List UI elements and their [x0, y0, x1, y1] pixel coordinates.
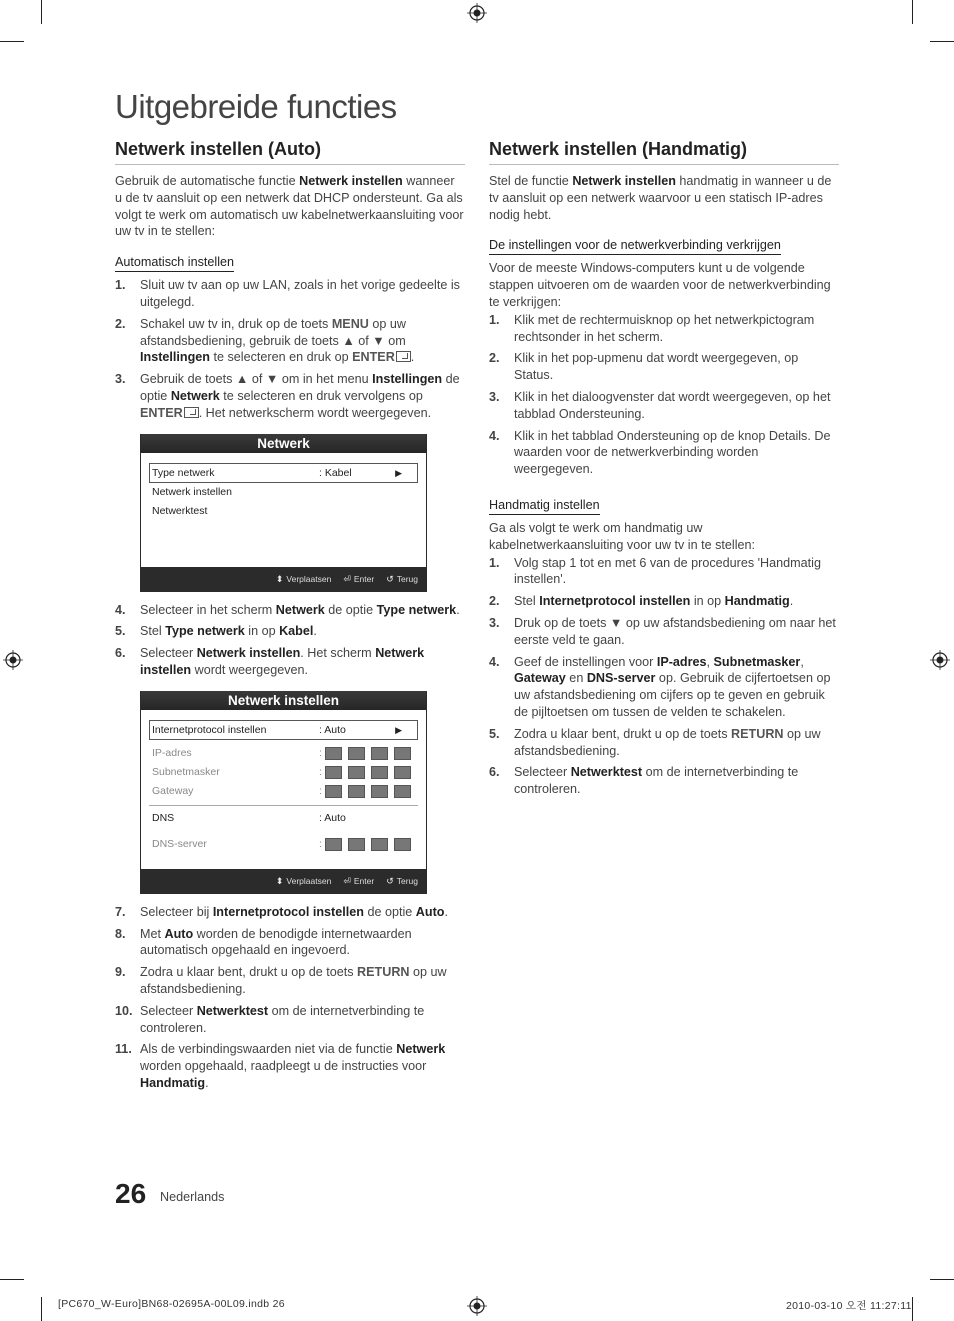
text-run: de optie — [363, 904, 416, 919]
steps-list — [115, 602, 465, 679]
crop-mark — [912, 0, 913, 24]
list-item — [115, 904, 465, 921]
bold-term: Netwerk instellen — [196, 646, 301, 661]
text-run: Klik met de rechtermuisknop op het netwerkpictogram rechtsonder in het scherm. — [514, 312, 815, 344]
footer-hint-enter: ⏎ Enter — [343, 573, 375, 584]
list-item — [115, 602, 465, 619]
footer-hint-enter: ⏎ Enter — [343, 875, 375, 886]
text-run: Selecteer bij — [140, 904, 213, 919]
step-number: 1. — [489, 312, 500, 327]
enter-icon: ⏎ — [343, 875, 351, 886]
bold-term: IP-adres — [656, 654, 707, 669]
list-item — [489, 593, 839, 610]
steps-list — [115, 904, 465, 1092]
text-run: op uw afstandsbediening. — [140, 965, 447, 996]
menu-item-network-setup[interactable] — [141, 483, 426, 502]
text-run: Sluit uw tv aan op uw LAN, zoals in het vorige gedeelte is uitgelegd. — [140, 278, 460, 309]
registration-mark-icon — [467, 1296, 487, 1316]
step-number: 2. — [115, 316, 126, 331]
list-item — [489, 428, 839, 478]
bold-term: Netwerk instellen — [572, 174, 676, 188]
print-slug-file: [PC670_W-Euro]BN68-02695A-00L09.indb 26 — [58, 1298, 285, 1310]
bold-term: Netwerk — [275, 602, 325, 617]
step-number: 3. — [489, 615, 500, 630]
menu-item-dns[interactable]: DNS : Auto — [152, 811, 346, 824]
registration-mark-icon — [467, 3, 487, 23]
text-run: de optie — [324, 602, 377, 617]
bold-term: Netwerk instellen — [299, 174, 403, 188]
step-number: 8. — [115, 926, 126, 941]
crop-mark — [41, 0, 42, 24]
text-run: Schakel uw tv in, druk op de toets — [140, 316, 332, 331]
text-run: Gebruik de toets ▲ of ▼ om in het menu — [140, 372, 373, 387]
step-number: 1. — [115, 278, 126, 293]
page-language: Nederlands — [160, 1190, 225, 1204]
text-run: Stel — [140, 624, 166, 639]
menu-item-label: Netwerktest — [152, 504, 208, 517]
text-run: handmatig in wanneer u de tv aansluit op een netwerk waarvoor u een statisch IP-adres nodig hebt. — [489, 174, 832, 222]
text-run: Als de verbindingswaarden niet via de functie — [140, 1042, 397, 1057]
list-item — [489, 654, 839, 721]
steps-list — [489, 312, 839, 478]
text-run: op. Gebruik de cijfertoetsen op uw afstandsbediening om cijfers op te geven en gebruik de pijltoetsen om tussen de velden te schakelen. — [514, 671, 831, 719]
menu-item-label: Netwerk instellen — [152, 485, 232, 498]
list-item — [489, 555, 839, 589]
ip-octet-boxes — [325, 766, 411, 779]
step-number: 10. — [115, 1003, 133, 1018]
enter-key-icon — [396, 351, 411, 362]
step-number: 1. — [489, 555, 500, 570]
menu-item-label: Type netwerk — [152, 466, 215, 479]
section-title-manual: Netwerk instellen (Handmatig) — [489, 139, 839, 165]
step-number: 11. — [115, 1042, 132, 1057]
step-number: 5. — [115, 624, 126, 639]
menu-item-network-type[interactable] — [149, 463, 418, 483]
text-run: te selecteren en druk op — [209, 350, 353, 365]
text-run: en — [565, 671, 587, 686]
text-run: worden opgehaald, raadpleegt u de instructies voor — [140, 1059, 427, 1074]
list-item — [489, 615, 839, 649]
registration-mark-icon — [930, 650, 950, 670]
footer-hint-return: ↺ Terug — [386, 573, 418, 584]
crop-mark — [41, 1297, 42, 1321]
list-item — [489, 350, 839, 384]
crop-mark — [930, 1279, 954, 1280]
text-run: Zodra u klaar bent, drukt u op de toets — [514, 726, 732, 741]
list-item — [489, 312, 839, 346]
divider — [149, 805, 418, 806]
text-run: . — [313, 624, 317, 639]
remote-key-label: ENTER — [140, 405, 183, 420]
list-item — [115, 371, 465, 421]
menu-item-ip-protocol[interactable] — [149, 720, 418, 740]
text-run: Klik in het tabblad Ondersteuning op de knop Details. De waarden voor de netwerkverbinding worden weergegeven. — [514, 428, 831, 477]
text-run: . Het netwerkscherm wordt weergegeven. — [198, 405, 432, 420]
text-run: . — [444, 904, 448, 919]
list-item — [489, 764, 839, 798]
text-run: Selecteer — [140, 646, 197, 661]
ip-octet-boxes — [325, 838, 411, 851]
text-run: Selecteer — [514, 765, 571, 780]
subheading-manual: Handmatig instellen — [489, 497, 600, 515]
page-number: 26 — [115, 1178, 147, 1209]
bold-term: Handmatig — [724, 594, 790, 609]
text-run: wordt weergegeven. — [191, 662, 309, 677]
step-number: 7. — [115, 904, 126, 919]
text-run: . — [456, 602, 460, 617]
list-item — [115, 316, 465, 366]
text-run: in op — [690, 594, 725, 609]
list-item — [115, 1003, 465, 1037]
menu-item-label: Internetprotocol instellen — [152, 723, 267, 736]
menu-item-value: : Auto — [319, 723, 346, 736]
menu-item-value: : Kabel — [319, 466, 352, 479]
print-slug-date: 2010-03-10 오전 11:27:11 — [786, 1300, 912, 1312]
list-item — [115, 926, 465, 960]
text-run: om de internetverbinding te controleren. — [140, 1003, 425, 1035]
bold-term: Instellingen — [372, 372, 443, 387]
remote-key-label: RETURN — [357, 965, 410, 980]
bold-term: Auto — [164, 926, 194, 941]
arrow-right-icon: ▶ — [395, 467, 402, 478]
field-gateway: Gateway : — [141, 782, 426, 801]
text-run: worden de benodigde internetwaarden automatisch opgehaald en ingevoerd. — [140, 926, 412, 958]
move-icon: ⬍ — [275, 573, 284, 584]
remote-key-label: MENU — [331, 316, 369, 331]
text-run: Stel de functie — [489, 174, 573, 188]
step-number: 3. — [115, 372, 126, 387]
step-number: 4. — [489, 654, 500, 669]
bold-term: Netwerktest — [570, 765, 643, 780]
step-number: 3. — [489, 389, 500, 404]
page-title: Uitgebreide functies — [115, 88, 397, 125]
bold-term: Internetprotocol instellen — [539, 594, 691, 609]
intro-auto — [115, 173, 465, 240]
text-run: Volg stap 1 tot en met 6 van de procedures 'Handmatig instellen'. — [514, 555, 821, 587]
text-run: om de internetverbinding te controleren. — [514, 765, 799, 797]
text-run: . — [410, 350, 415, 365]
arrow-right-icon: ▶ — [395, 724, 402, 735]
step-number: 5. — [489, 726, 500, 741]
footer-hint-return: ↺ Terug — [386, 875, 418, 886]
osd-network-screen — [140, 434, 427, 592]
text-run: Geef de instellingen voor — [514, 654, 657, 669]
step-number: 6. — [115, 646, 126, 661]
bold-term: Kabel — [279, 624, 314, 639]
section-manual — [489, 139, 839, 803]
osd-footer — [141, 567, 426, 592]
osd-menu — [141, 453, 426, 567]
osd-menu — [141, 710, 426, 869]
step-number: 4. — [115, 602, 126, 617]
intro-manual — [489, 173, 839, 223]
crop-mark — [0, 41, 24, 42]
bold-term: Netwerktest — [196, 1003, 269, 1018]
text-run: Stel — [514, 594, 540, 609]
step-number: 9. — [115, 965, 126, 980]
bold-term: Type netwerk — [165, 624, 245, 639]
text-run: Met — [140, 926, 165, 941]
osd-title: Netwerk — [141, 434, 426, 453]
bold-term: Netwerk — [170, 388, 220, 403]
footer-hint-move: ⬍ Verplaatsen — [275, 875, 332, 886]
enter-key-icon — [184, 407, 199, 418]
bold-term: DNS-server — [586, 671, 656, 686]
bold-term: Netwerk instellen — [140, 646, 425, 677]
text-run: Klik in het pop-upmenu dat wordt weergegeven, op Status. — [514, 351, 799, 383]
return-icon: ↺ — [386, 573, 394, 584]
step-number: 2. — [489, 594, 500, 609]
menu-item-network-test[interactable] — [141, 502, 426, 521]
crop-mark — [912, 1297, 913, 1321]
text-run: Druk op de toets ▼ op uw afstandsbediening om naar het eerste veld te gaan. — [514, 615, 836, 647]
steps-list — [489, 555, 839, 798]
text-run: op uw afstandsbediening, gebruik de toets ▲ of ▼ om — [140, 316, 407, 348]
subheading-automatic: Automatisch instellen — [115, 254, 234, 272]
footer-hint-move: ⬍ Verplaatsen — [275, 573, 332, 584]
bold-term: Subnetmasker — [713, 654, 801, 669]
remote-key-label: RETURN — [731, 726, 784, 741]
text-run: Klik in het dialoogvenster dat wordt weergegeven, op het tabblad Ondersteuning. — [514, 389, 831, 421]
osd-footer — [141, 869, 426, 894]
step-number: 6. — [489, 765, 500, 780]
bold-term: Instellingen — [140, 350, 210, 365]
section-auto — [115, 139, 465, 1097]
enter-icon: ⏎ — [343, 573, 351, 584]
bold-term: Internetprotocol instellen — [212, 904, 364, 919]
text-run: wanneer u de tv aansluit op een netwerk dat DHCP ondersteunt. Ga als volgt te werk om automatisch uw kabelnetwerkaansluiting voor uw tv in te stellen: — [115, 174, 464, 239]
return-icon: ↺ — [386, 875, 394, 886]
subheading-get-settings: De instellingen voor de netwerkverbinding verkrijgen — [489, 237, 781, 255]
step-number: 2. — [489, 351, 500, 366]
text-run: Selecteer in het scherm — [140, 602, 276, 617]
text-run: , — [800, 654, 804, 669]
text-run: . — [789, 594, 794, 609]
field-ip-address: IP-adres : — [141, 744, 426, 763]
text-run: Gebruik de automatische functie — [115, 174, 300, 188]
crop-mark — [0, 1279, 24, 1280]
ip-octet-boxes — [325, 785, 411, 798]
get-settings-intro: Voor de meeste Windows-computers kunt u de volgende stappen uitvoeren om de waarden voor de netwerkverbinding te verkrijgen: — [489, 261, 831, 309]
steps-list — [115, 277, 465, 421]
move-icon: ⬍ — [275, 875, 284, 886]
step-number: 4. — [489, 428, 500, 443]
bold-term: Handmatig — [140, 1075, 206, 1090]
ip-octet-boxes — [325, 747, 411, 760]
list-item — [115, 277, 465, 311]
osd-title: Netwerk instellen — [141, 691, 426, 710]
text-run: , — [706, 654, 714, 669]
osd-network-setup-screen — [140, 691, 427, 894]
list-item — [489, 389, 839, 423]
bold-term: Netwerk — [396, 1042, 446, 1057]
text-run: te selecteren en druk vervolgens op — [219, 388, 423, 403]
remote-key-label: ENTER — [352, 350, 395, 365]
bold-term: Gateway — [514, 671, 566, 686]
list-item — [115, 964, 465, 998]
list-item — [115, 1041, 465, 1091]
field-subnet-mask: Subnetmasker : — [141, 763, 426, 782]
list-item — [115, 645, 465, 679]
list-item — [115, 623, 465, 640]
field-dns-server: DNS-server : — [141, 835, 426, 854]
crop-mark — [930, 41, 954, 42]
text-run: . — [205, 1075, 209, 1090]
bold-term: Auto — [415, 904, 445, 919]
text-run: in op — [244, 624, 280, 639]
section-title-auto: Netwerk instellen (Auto) — [115, 139, 465, 165]
bold-term: Type netwerk — [376, 602, 457, 617]
text-run: . Het scherm — [300, 646, 376, 661]
text-run: op uw afstandsbediening. — [514, 726, 821, 758]
text-run: Zodra u klaar bent, drukt u op de toets — [140, 965, 358, 980]
text-run: Selecteer — [140, 1003, 197, 1018]
manual-intro: Ga als volgt te werk om handmatig uw kabelnetwerkaansluiting voor uw tv in te stellen: — [489, 520, 756, 552]
registration-mark-icon — [3, 650, 23, 670]
text-run: de optie — [140, 372, 460, 403]
list-item — [489, 726, 839, 760]
